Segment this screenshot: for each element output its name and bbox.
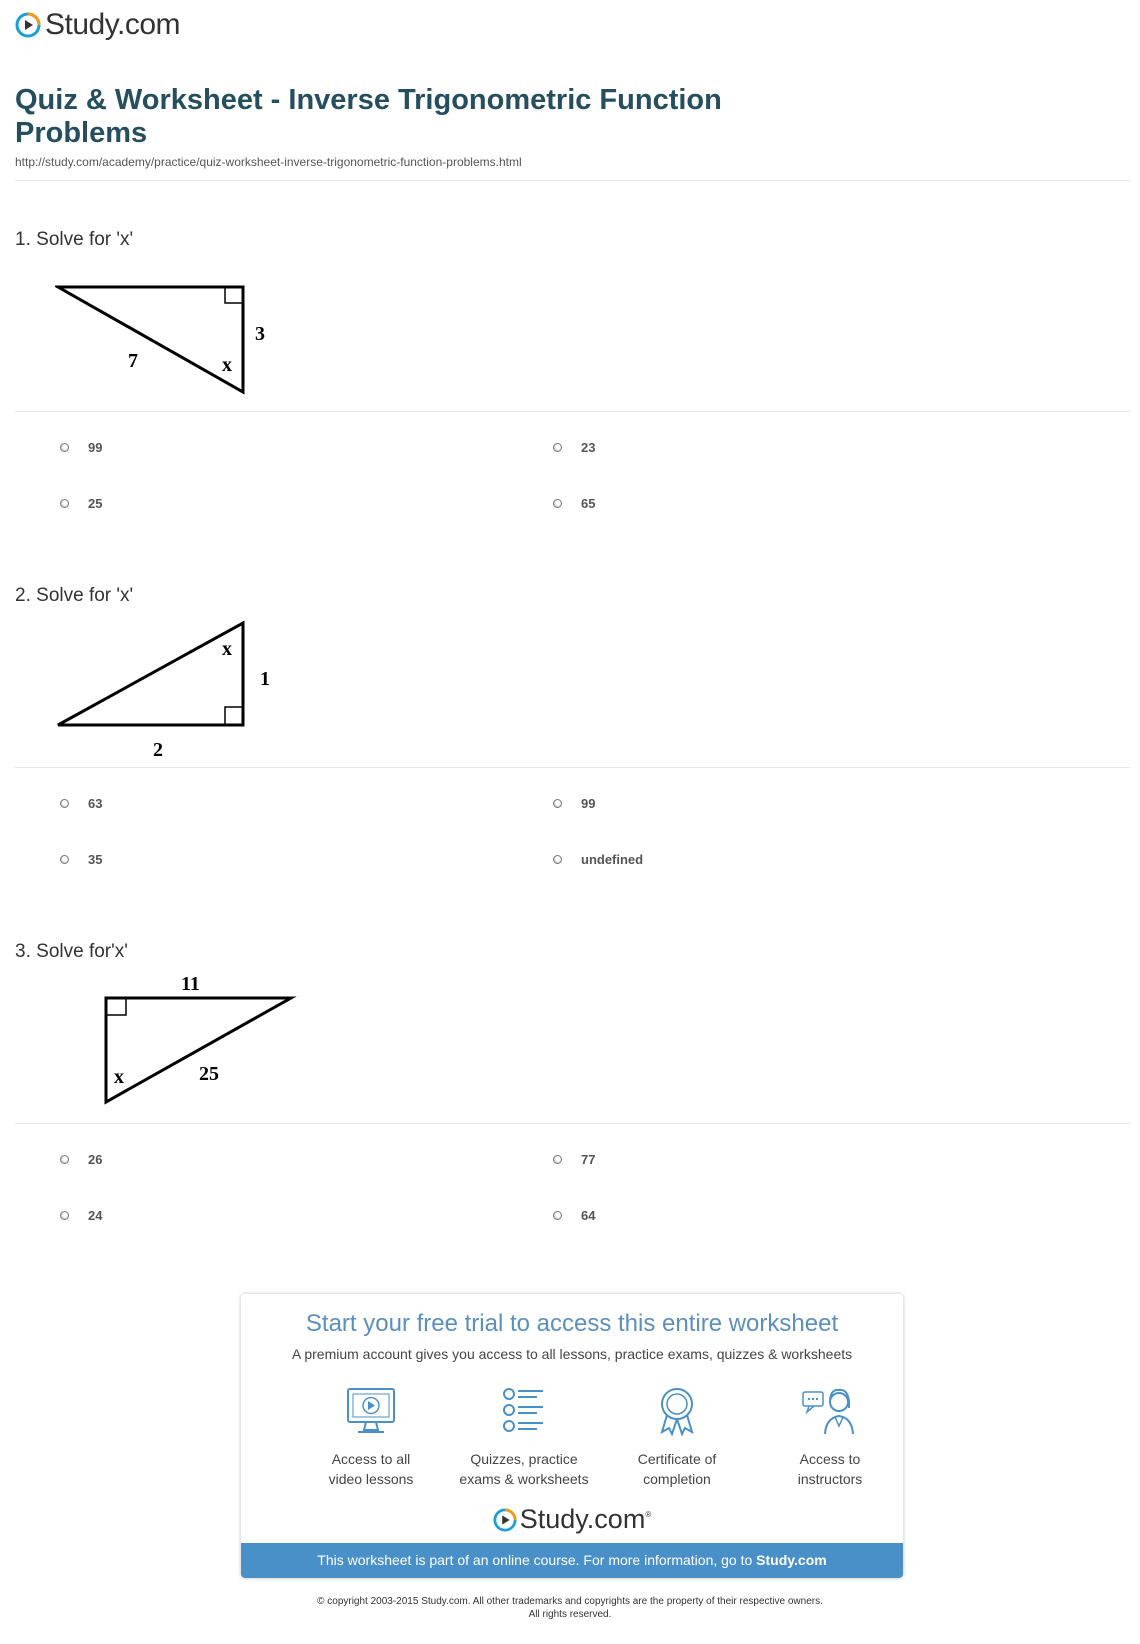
logo-play-icon	[15, 12, 41, 38]
q3-option-b[interactable]	[553, 1152, 595, 1167]
option-label: 77	[581, 1152, 596, 1167]
cta-bar-text: This worksheet is part of an online course. For more information, go to	[317, 1552, 757, 1568]
radio-button[interactable]	[60, 799, 69, 808]
logo-play-icon	[493, 1508, 517, 1532]
study-logo[interactable]	[15, 8, 180, 42]
feature-certificate	[602, 1386, 752, 1489]
question-1-number: 1.	[15, 229, 31, 250]
option-label: 25	[88, 496, 103, 511]
q2-option-b[interactable]	[553, 796, 595, 811]
q2-label-angle: x	[222, 638, 232, 660]
radio-button[interactable]	[60, 1155, 69, 1164]
page-url[interactable]: http://study.com/academy/practice/quiz-worksheet-inverse-trigonometric-function-problems.html	[15, 155, 522, 169]
option-label: 64	[581, 1208, 596, 1223]
q1-label-hyp: 7	[128, 350, 138, 372]
option-label: 99	[88, 440, 103, 455]
radio-button[interactable]	[553, 1155, 562, 1164]
feature-line: Quizzes, practice	[470, 1451, 578, 1467]
feature-line: video lessons	[328, 1471, 414, 1487]
q2-right-angle-mark	[225, 707, 243, 725]
q3-label-angle: x	[114, 1066, 124, 1088]
q2-label-bottom: 2	[153, 739, 163, 761]
radio-button[interactable]	[60, 855, 69, 864]
question-1-diagram	[55, 280, 275, 400]
q2-label-side: 1	[260, 668, 270, 690]
feature-instructors	[755, 1386, 903, 1489]
logo-text: Study.com	[45, 8, 180, 41]
copyright	[0, 1595, 1140, 1621]
feature-quizzes	[449, 1386, 599, 1489]
q2-triangle	[58, 623, 243, 725]
question-2-title	[15, 585, 133, 607]
option-label: 26	[88, 1152, 103, 1167]
radio-button[interactable]	[60, 1211, 69, 1220]
option-label: undefined	[581, 852, 644, 867]
copyright-line-1: © copyright 2003-2015 Study.com. All other trademarks and copyrights are the property of their respective owners.	[317, 1596, 823, 1607]
radio-button[interactable]	[60, 499, 69, 508]
radio-button[interactable]	[60, 443, 69, 452]
question-3-diagram	[100, 968, 300, 1108]
feature-line: instructors	[797, 1471, 863, 1487]
cta-study-logo[interactable]	[241, 1504, 903, 1535]
radio-button[interactable]	[553, 799, 562, 808]
q1-option-a[interactable]	[60, 440, 102, 455]
q1-label-side: 3	[255, 323, 265, 345]
radio-button[interactable]	[553, 855, 562, 864]
option-label: 99	[581, 796, 596, 811]
q3-option-a[interactable]	[60, 1152, 102, 1167]
q3-right-angle-mark	[106, 998, 126, 1015]
cta-logo-text: Study.com	[519, 1504, 646, 1534]
divider	[15, 411, 1130, 412]
option-label: 35	[88, 852, 103, 867]
radio-button[interactable]	[553, 1211, 562, 1220]
cta-info-bar	[241, 1543, 903, 1578]
q1-option-b[interactable]	[553, 440, 595, 455]
q3-triangle	[106, 998, 291, 1102]
cta-subtitle: A premium account gives you access to all lessons, practice exams, quizzes & worksheets	[291, 1346, 853, 1362]
option-label: 23	[581, 440, 596, 455]
question-3-title	[15, 941, 128, 963]
q2-option-d[interactable]	[553, 852, 643, 867]
q2-option-a[interactable]	[60, 796, 102, 811]
feature-line: Access to all	[331, 1451, 411, 1467]
radio-button[interactable]	[553, 443, 562, 452]
list-icon	[497, 1386, 551, 1436]
q1-triangle	[58, 287, 243, 392]
question-2-diagram	[55, 615, 285, 765]
instructor-icon	[801, 1386, 859, 1436]
q2-option-c[interactable]	[60, 852, 102, 867]
option-label: 24	[88, 1208, 103, 1223]
q3-label-hyp: 25	[199, 1063, 219, 1085]
ribbon-badge-icon	[650, 1386, 704, 1436]
option-label: 65	[581, 496, 596, 511]
monitor-play-icon	[344, 1386, 398, 1436]
free-trial-panel	[241, 1294, 903, 1578]
cta-title[interactable]: Start your free trial to access this entire worksheet	[305, 1310, 839, 1337]
feature-video-lessons	[296, 1386, 446, 1489]
feature-line: Certificate of	[637, 1451, 717, 1467]
divider	[15, 767, 1130, 768]
feature-line: Access to	[799, 1451, 861, 1467]
question-2-number: 2.	[15, 585, 31, 606]
feature-line: completion	[643, 1471, 711, 1487]
option-label: 63	[88, 796, 103, 811]
question-3-text: Solve for'x'	[36, 941, 128, 962]
cta-bar-link[interactable]: Study.com	[756, 1552, 827, 1568]
page-title: Quiz & Worksheet - Inverse Trigonometric Function Problems	[15, 84, 722, 149]
q1-option-c[interactable]	[60, 496, 102, 511]
divider	[15, 1123, 1130, 1124]
question-2-text: Solve for 'x'	[36, 585, 134, 606]
q1-label-angle: x	[222, 354, 232, 376]
cta-logo-mark: ®	[645, 1510, 652, 1519]
copyright-line-2: All rights reserved.	[528, 1609, 612, 1620]
q3-label-top: 11	[181, 973, 200, 995]
question-3-number: 3.	[15, 941, 31, 962]
feature-line: exams & worksheets	[459, 1471, 589, 1487]
question-1-text: Solve for 'x'	[36, 229, 134, 250]
q1-option-d[interactable]	[553, 496, 595, 511]
q3-option-c[interactable]	[60, 1208, 102, 1223]
q3-option-d[interactable]	[553, 1208, 595, 1223]
q1-right-angle-mark	[225, 287, 243, 303]
radio-button[interactable]	[553, 499, 562, 508]
divider	[15, 180, 1130, 181]
question-1-title	[15, 229, 133, 251]
